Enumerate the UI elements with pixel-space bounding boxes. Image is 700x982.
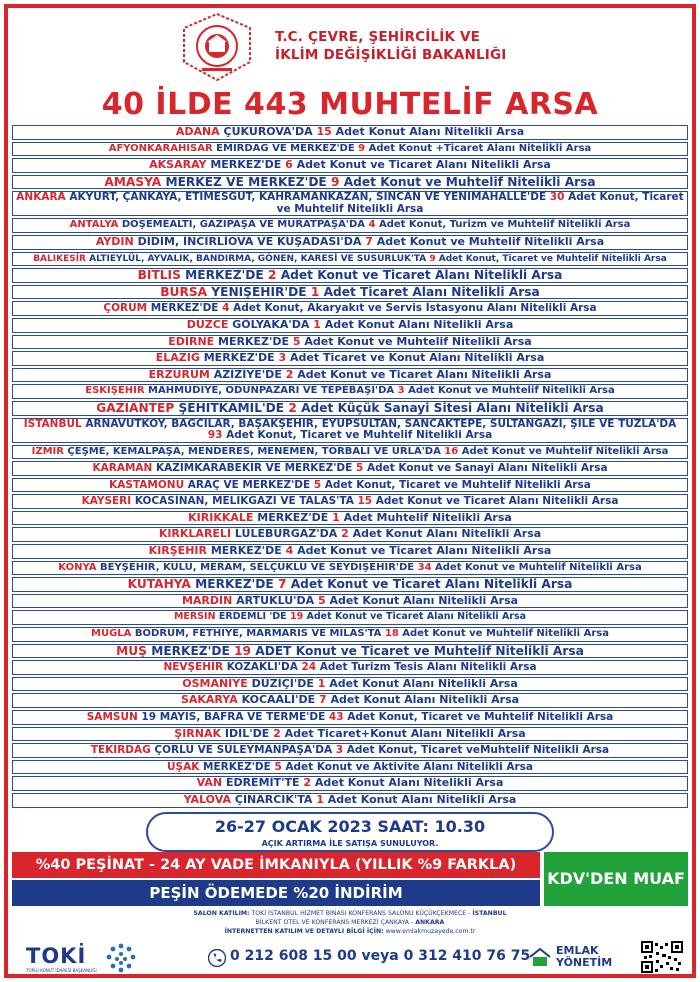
province-name: ELAZIĞ [155, 351, 200, 365]
parcel-count: 3 [335, 744, 344, 757]
participation-info [12, 909, 688, 936]
parcel-description: Adet Konut ve Ticaret Alanı Nitelikli Arsa [306, 611, 527, 623]
parcel-count: 15 [316, 125, 332, 138]
land-row [12, 561, 688, 576]
parcel-description: Adet Konut, Ticaret ve Muhtelif Nitelikli Arsa [324, 478, 591, 491]
qr-code-icon[interactable] [640, 940, 684, 974]
parcel-description: Adet Konut, Ticaret ve Muhtelif Nitelikli Arsa [276, 191, 684, 215]
header [0, 6, 700, 86]
parcel-description: Adet Konut ve Muhtelif Nitelikli Arsa [304, 334, 532, 348]
province-name: EDİRNE [168, 334, 215, 348]
province-name: UŞAK [167, 760, 200, 773]
parcel-count: 2 [288, 400, 297, 415]
district-names: ÇORLU VE SÜLEYMANPAŞA'DA [154, 744, 333, 757]
parcel-description: Adet Turizm Tesis Alanı Nitelikli Arsa [319, 661, 537, 674]
province-name: KIRŞEHİR [148, 544, 207, 558]
land-row [12, 727, 688, 742]
parcel-count: 7 [365, 234, 373, 248]
auction-date: 26-27 OCAK 2023 SAAT: 10.30 [214, 817, 486, 836]
parcel-count: 19 [289, 611, 304, 623]
parcel-description: Adet Konut ve Muhtelif Nitelikli Arsa [435, 561, 642, 573]
payment-promo [12, 852, 540, 906]
toki-wordmark: TOKİ [26, 944, 87, 968]
district-names: MERKEZ'DE [210, 544, 282, 558]
parcel-description: Adet Konut Alanı Nitelikli Arsa [327, 792, 517, 806]
parcel-description: Adet Konut Alanı Nitelikli Arsa [329, 676, 518, 690]
district-names: MERKEZ'DE [151, 643, 230, 658]
land-row [12, 418, 688, 443]
parcel-count: 3 [278, 351, 287, 365]
parcel-description: Adet Konut ve Ticaret Alanı Nitelikli Arsa [290, 577, 573, 592]
land-row [12, 158, 688, 173]
province-name: MUĞLA [91, 628, 132, 640]
yonetim-word: YÖNETİM [556, 956, 613, 969]
province-name: AMASYA [104, 174, 162, 189]
parcel-count: 93 [207, 429, 223, 441]
province-name: ŞIRNAK [174, 726, 222, 740]
phone-numbers: 0 212 608 15 00 veya 0 312 410 76 75 [230, 948, 531, 964]
parcel-count: 2 [303, 776, 311, 790]
parcel-description: Adet Konut Alanı Nitelikli Arsa [335, 125, 525, 138]
land-row [12, 743, 688, 758]
province-name: KIRKLARELİ [158, 527, 232, 541]
province-name: KIRIKKALE [188, 510, 254, 524]
land-row [12, 335, 688, 350]
parcel-description: Adet Konut +Ticaret Alanı Nitelikli Arsa [368, 142, 592, 154]
district-names: ERDEMLİ 'DE [218, 611, 287, 623]
parcel-description: Adet Muhtelif Nitelikli Arsa [343, 510, 512, 524]
province-name: AKSARAY [149, 158, 207, 172]
headline: 40 İLDE 443 MUHTELİF ARSA [101, 87, 599, 122]
province-name: ERZURUM [148, 367, 210, 381]
phone-icon [208, 949, 226, 967]
parcel-description: Adet Konut ve Muhtelif Nitelikli Arsa [343, 174, 596, 189]
province-name: İSTANBUL [23, 417, 82, 430]
province-name: DÜZCE [186, 317, 229, 331]
parcel-description: Adet Konut, Akaryakıt ve Servis İstasyonu Alanı Nitelikli Arsa [233, 302, 597, 315]
website-link[interactable]: www.emlakmuzayede.com.tr [385, 928, 476, 935]
province-name: BURSA [160, 284, 208, 299]
parcel-description: Adet Konut, Ticaret ve Muhtelif Nitelikli Arsa [438, 253, 667, 264]
parcel-count: 30 [549, 191, 565, 204]
parcel-description: Adet Konut Alanı Nitelikli Arsa [330, 693, 520, 707]
district-names: MERKEZ'DE [257, 510, 329, 524]
cash-discount-banner: PEŞİN ÖDEMEDE %20 İNDİRİM [12, 880, 540, 906]
parcel-description: Adet Ticaret+Konut Alanı Nitelikli Arsa [284, 726, 526, 740]
province-name: KONYA [58, 561, 97, 573]
district-names: AKYURT, ÇANKAYA, ETİMESGUT, KAHRAMANKAZAN, SİNCAN VE YENİMAHALLE'DE [69, 191, 547, 204]
land-row [12, 285, 688, 300]
parcel-description: ADET Konut ve Ticaret ve Muhtelif Nitelikli Arsa [255, 643, 584, 658]
district-names: DÜZİÇİ'DE [251, 676, 314, 690]
emlak-yonetim-logo [556, 945, 612, 969]
parcel-count: 9 [331, 174, 340, 189]
province-name: SAMSUN [86, 711, 138, 723]
ankara-city: ANKARA [415, 919, 445, 926]
parcel-count: 9 [358, 142, 366, 154]
istanbul-city: İSTANBUL [472, 910, 507, 917]
vat-exempt-badge: KDV'DEN MUAF [544, 852, 688, 906]
province-name: YALOVA [183, 792, 232, 806]
district-names: ÇINARCIK'TA [234, 792, 313, 806]
parcel-count: 7 [319, 693, 327, 707]
parcel-description: Adet Konut ve Muhtelif Nitelikli Arsa [402, 628, 609, 640]
parcel-description: Adet Konut ve Muhtelif Nitelikli Arsa [376, 234, 605, 248]
district-names: BEYŞEHİR, KULU, MERAM, SELÇUKLU VE SEYDİŞEHİR'DE [99, 561, 415, 573]
parcel-description: Adet Konut ve Sanayi Alanı Nitelikli Arsa [366, 462, 608, 475]
parcel-count: 34 [417, 561, 432, 573]
parcel-count: 6 [285, 158, 293, 172]
parcel-description: Adet Küçük Sanayi Sitesi Alanı Nitelikli Arsa [301, 400, 604, 415]
ministry-line-1: T.C. ÇEVRE, ŞEHİRCİLİK VE [275, 29, 481, 45]
parcel-count: 2 [267, 268, 277, 283]
province-name: ADANA [175, 125, 220, 138]
district-names: ŞEHİTKAMİL'DE [178, 400, 285, 415]
district-names: BODRUM, FETHİYE, MARMARİS VE MİLAS'TA [134, 628, 382, 640]
province-name: AFYONKARAHİSAR [108, 142, 213, 154]
parcel-description: Adet Konut ve Muhtelif Nitelikli Arsa [461, 445, 669, 457]
province-name: MERSİN [173, 611, 216, 623]
parcel-count: 16 [444, 445, 459, 457]
district-names: MERKEZ'DE [218, 334, 290, 348]
ankara-venue: BİLKENT OTEL VE KONFERANS MERKEZİ ÇANKAYA - [255, 919, 414, 926]
district-names: KOCASİNAN, MELİKGAZİ VE TALAS'TA [134, 495, 354, 508]
parcel-description: Adet Konut ve Ticaret Alanı Nitelikli Arsa [297, 367, 552, 381]
parcel-count: 24 [301, 661, 317, 674]
land-row [12, 693, 688, 708]
province-name: ANKARA [16, 191, 66, 204]
province-name: İZMİR [31, 445, 64, 457]
province-name: AYDIN [95, 234, 134, 248]
district-names: EDREMİT'TE [225, 776, 300, 790]
land-row [12, 191, 688, 216]
parcel-count: 19 [234, 643, 252, 658]
land-row [12, 301, 688, 316]
parcel-count: 5 [318, 593, 326, 607]
parcel-description: Adet Konut Alanı Nitelikli Arsa [314, 776, 504, 790]
district-names: MAHMUDİYE, ODUNPAZARI VE TEPEBAŞI'DA [148, 385, 395, 397]
province-name: ÇORUM [103, 302, 148, 315]
district-names: AZİZİYE'DE [213, 367, 282, 381]
land-row [12, 627, 688, 642]
parcel-count: 3 [397, 385, 405, 397]
land-row [12, 544, 688, 559]
toki-logo [26, 940, 104, 974]
district-names: ARTUKLU'DA [236, 593, 315, 607]
district-names: MERKEZ'DE [203, 760, 271, 773]
parcel-description: Adet Konut, Ticaret ve Muhtelif Nitelikli Arsa [226, 429, 493, 441]
parcel-count: 9 [429, 253, 436, 264]
district-names: GÖLYAKA'DA [232, 317, 310, 331]
parcel-count: 5 [274, 760, 282, 773]
land-row [12, 125, 688, 140]
parcel-count: 1 [313, 317, 321, 331]
land-row [12, 776, 688, 791]
district-names: ARNAVUTKÖY, BAĞCILAR, BAŞAKŞEHİR, EYÜPSULTAN, SANCAKTEPE, SULTANGAZİ, ŞİLE VE TUZLA'DA [85, 417, 677, 430]
parcel-count: 5 [292, 334, 301, 348]
parcel-count: 2 [341, 527, 349, 541]
land-row [12, 175, 688, 190]
land-row [12, 368, 688, 383]
parcel-description: Adet Konut Alanı Nitelikli Arsa [329, 593, 519, 607]
land-row [12, 793, 688, 808]
province-name: BALIKESİR [33, 253, 86, 264]
parcel-description: Adet Konut Alanı Nitelikli Arsa [324, 317, 514, 331]
dotted-circle-logo-icon [104, 942, 138, 974]
parcel-description: Adet Konut ve Ticaret Alanı Nitelikli Arsa [296, 158, 551, 172]
district-names: ÇEŞME, KEMALPAŞA, MENDERES, MENEMEN, TORBALI VE URLA'DA [67, 445, 441, 457]
province-name: ESKİŞEHİR [85, 385, 145, 397]
parcel-count: 15 [357, 495, 373, 508]
district-names: LÜLEBURGAZ'DA [234, 527, 338, 541]
district-names: EMİRDAĞ VE MERKEZ'DE [216, 142, 355, 154]
land-row [12, 351, 688, 366]
ministry-emblem-icon [180, 12, 254, 82]
parcel-count: 1 [332, 510, 340, 524]
land-row [12, 610, 688, 625]
district-names: MERKEZ'DE [195, 577, 274, 592]
istanbul-venue: TOKİ İSTANBUL HİZMET BİNASI KONFERANS SALONU KÜÇÜKÇEKMECE - [251, 910, 471, 917]
parcel-description: Adet Konut ve Aktivite Alanı Nitelikli Arsa [285, 760, 533, 773]
land-row [12, 318, 688, 333]
auction-date-box [146, 812, 554, 852]
province-name: NEVŞEHİR [163, 661, 224, 674]
parcel-description: Adet Ticaret Alanı Nitelikli Arsa [323, 284, 540, 299]
parcel-count: 5 [313, 478, 322, 491]
land-row [12, 494, 688, 509]
land-list [12, 125, 688, 810]
parcel-description: Adet Konut ve Muhtelif Nitelikli Arsa [408, 385, 615, 397]
online-label: İNTERNETTEN KATILIM VE DETAYLI BİLGİ İÇİN: [224, 928, 384, 935]
land-row [12, 384, 688, 399]
district-names: ÇUKUROVA'DA [223, 125, 313, 138]
parcel-count: 2 [273, 726, 281, 740]
province-name: VAN [196, 776, 223, 790]
district-names: KOZAKLI'DA [226, 661, 298, 674]
province-name: SAKARYA [180, 693, 238, 707]
land-row [12, 235, 688, 250]
emlak-house-icon [528, 946, 552, 968]
parcel-count: 1 [316, 792, 324, 806]
province-name: KÜTAHYA [127, 577, 191, 592]
land-row [12, 594, 688, 609]
parcel-count: 4 [222, 302, 230, 315]
land-row [12, 760, 688, 775]
district-names: DÖŞEMEALTI, GAZİPAŞA VE MURATPAŞA'DA [121, 219, 366, 231]
district-names: KOCAALİ'DE [241, 693, 316, 707]
ministry-name [275, 28, 595, 64]
district-names: KAZIMKARABEKİR VE MERKEZ'DE [155, 462, 353, 475]
province-name: KAYSERİ [81, 495, 132, 508]
parcel-count: 4 [368, 219, 376, 231]
parcel-count: 2 [285, 367, 294, 381]
toki-subtitle: TOPLU KONUT İDARESİ BAŞKANLIĞI [26, 968, 97, 973]
province-name: BİTLİS [137, 268, 181, 283]
district-names: ARAÇ VE MERKEZ'DE [187, 478, 311, 491]
province-name: MUŞ [116, 643, 147, 658]
province-name: ANTALYA [69, 219, 119, 231]
footer [12, 940, 688, 976]
district-names: 19 MAYIS, BAFRA VE TERME'DE [141, 711, 326, 723]
parcel-count: 7 [277, 577, 287, 592]
parcel-count: 5 [355, 462, 364, 475]
land-row [12, 660, 688, 675]
province-name: KASTAMONU [109, 478, 185, 491]
district-names: ALTIEYLÜL, AYVALIK, BANDIRMA, GÖNEN, KARESİ VE SUSURLUK'TA [89, 253, 427, 264]
parcel-count: 1 [317, 676, 326, 690]
district-names: MERKEZ'DE [203, 351, 275, 365]
parcel-count: 1 [310, 284, 320, 299]
parcel-description: Adet Konut, Ticaret ve Muhtelif Nitelikli Arsa [347, 711, 614, 723]
province-name: TEKİRDAĞ [90, 744, 151, 757]
land-row [12, 445, 688, 460]
province-name: MARDİN [181, 593, 233, 607]
parcel-count: 4 [285, 544, 294, 558]
parcel-description: Adet Konut ve Ticaret Alanı Nitelikli Arsa [280, 268, 563, 283]
land-row [12, 461, 688, 476]
district-names: MERKEZ'DE [185, 268, 264, 283]
parcel-description: Adet Ticaret ve Konut Alanı Nitelikli Arsa [290, 351, 545, 365]
land-row [12, 577, 688, 592]
district-names: YENİŞEHİR'DE [211, 284, 307, 299]
land-row [12, 677, 688, 692]
land-row [12, 527, 688, 542]
parcel-description: Adet Konut, Turizm ve Muhtelif Nitelikli Arsa [378, 219, 631, 231]
province-name: GAZİANTEP [96, 400, 175, 415]
land-row [12, 218, 688, 233]
parcel-count: 43 [328, 711, 344, 723]
parcel-description: Adet Konut Alanı Nitelikli Arsa [352, 527, 542, 541]
land-row [12, 401, 688, 416]
province-name: OSMANİYE [182, 676, 248, 690]
emlak-word: EMLAK [556, 944, 599, 957]
land-row [12, 478, 688, 493]
auction-note: AÇIK ARTIRMA İLE SATIŞA SUNULUYOR. [261, 839, 439, 848]
ministry-line-2: İKLİM DEĞİŞİKLİĞİ BAKANLIĞI [275, 47, 507, 63]
land-row [12, 710, 688, 725]
land-row [12, 511, 688, 526]
land-row [12, 142, 688, 157]
parcel-description: Adet Konut ve Ticaret Alanı Nitelikli Arsa [297, 544, 552, 558]
salon-label: SALON KATILIM: [193, 910, 250, 917]
installment-banner: %40 PEŞİNAT - 24 AY VADE İMKANIYLA (YILLIK %9 FARKLA) [12, 852, 540, 878]
province-name: KARAMAN [92, 462, 153, 475]
district-names: MERKEZ'DE [150, 302, 219, 315]
district-names: İDİL'DE [224, 726, 270, 740]
parcel-description: Adet Konut ve Ticaret Alanı Nitelikli Arsa [375, 495, 619, 508]
parcel-description: Adet Konut, Ticaret veMuhtelif Nitelikli Arsa [346, 744, 610, 757]
parcel-count: 18 [384, 628, 399, 640]
district-names: MERKEZ'DE [210, 158, 282, 172]
district-names: MERKEZ VE MERKEZ'DE [165, 174, 327, 189]
land-row [12, 252, 688, 267]
district-names: DİDİM, İNCİRLİOVA VE KUŞADASI'DA [137, 234, 362, 248]
land-row [12, 644, 688, 659]
land-row [12, 268, 688, 283]
